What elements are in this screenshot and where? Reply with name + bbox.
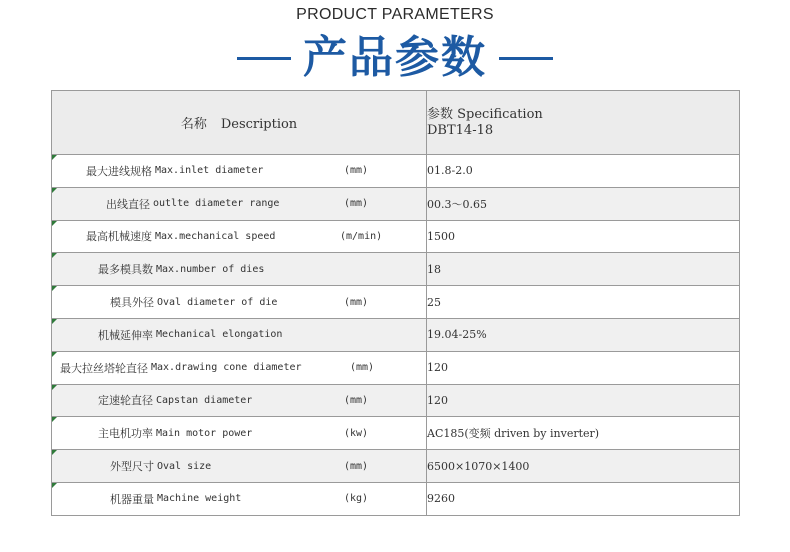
param-label	[98, 319, 282, 351]
param-name-cn: 定速轮直径	[98, 394, 153, 408]
cell-marker	[52, 286, 57, 291]
param-value-cell	[427, 253, 740, 286]
param-label	[110, 450, 211, 482]
title-line-right	[499, 57, 553, 60]
param-value-cell	[427, 450, 740, 483]
param-name-cn: 主电机功率	[98, 427, 153, 441]
param-value-cell	[427, 384, 740, 417]
param-value-cell	[427, 286, 740, 319]
param-unit: (mm)	[344, 460, 369, 472]
param-value-cell	[427, 417, 740, 450]
cell-marker	[52, 155, 57, 160]
param-name-cn: 模具外径	[110, 296, 154, 310]
header-name-en: Description	[220, 117, 298, 132]
header-spec-label: 参数 Specification	[427, 106, 543, 122]
param-label	[60, 352, 302, 384]
param-name-cell	[52, 450, 427, 483]
param-value-cell	[427, 482, 740, 515]
param-label	[86, 221, 275, 253]
page-title: 产品参数	[303, 32, 487, 83]
cell-marker	[52, 221, 57, 226]
param-value-cell	[427, 318, 740, 351]
page-subtitle: PRODUCT PARAMETERS	[296, 6, 494, 23]
param-name-en: Oval diameter of die	[157, 296, 278, 308]
param-unit: (mm)	[350, 362, 375, 374]
table-row	[52, 155, 740, 188]
param-unit: (mm)	[344, 296, 369, 308]
param-name-cell	[52, 417, 427, 450]
header-name-cn: 名称	[180, 117, 207, 132]
param-unit: (kg)	[344, 493, 369, 505]
param-name-cell	[52, 220, 427, 253]
param-value: 120	[427, 361, 448, 375]
table-row	[52, 417, 740, 450]
param-name-cell	[52, 351, 427, 384]
param-name-en: Machine weight	[157, 493, 242, 505]
table-row	[52, 220, 740, 253]
param-name-cell	[52, 318, 427, 351]
param-name-cn: 出线直径	[106, 197, 150, 211]
param-unit: (kw)	[344, 427, 369, 439]
cell-marker	[52, 450, 57, 455]
param-name-cn: 外型尺寸	[110, 460, 154, 474]
param-name-cn: 最大进线规格	[86, 164, 152, 178]
table-row	[52, 482, 740, 515]
param-value-cell	[427, 351, 740, 384]
param-name-cell	[52, 155, 427, 188]
param-value-cell	[427, 187, 740, 220]
param-value: 9260	[427, 492, 455, 506]
table-header-row	[52, 91, 740, 155]
table-row	[52, 384, 740, 417]
header-model: DBT14-18	[427, 122, 494, 138]
param-value: 120	[427, 393, 448, 407]
title-row	[0, 30, 790, 86]
param-value: 01.8-2.0	[427, 164, 473, 178]
param-name-cn: 最多模具数	[98, 263, 153, 277]
cell-marker	[52, 352, 57, 357]
header-description-cell	[52, 91, 427, 155]
param-name-en: Max.mechanical speed	[155, 230, 276, 242]
param-name-en: Max.number of dies	[156, 263, 265, 275]
param-name-en: Main motor power	[156, 427, 253, 439]
param-label	[98, 417, 252, 449]
param-label	[110, 286, 277, 318]
parameters-table	[51, 90, 740, 516]
param-unit: (mm)	[344, 394, 369, 406]
cell-marker	[52, 319, 57, 324]
cell-marker	[52, 417, 57, 422]
param-unit: (mm)	[344, 165, 369, 177]
param-name-cell	[52, 253, 427, 286]
table-row	[52, 253, 740, 286]
param-label	[110, 483, 241, 515]
param-value-cell	[427, 220, 740, 253]
table-row	[52, 286, 740, 319]
param-name-cell	[52, 384, 427, 417]
param-value: 25	[427, 295, 441, 309]
param-name-cell	[52, 187, 427, 220]
param-unit: (m/min)	[340, 230, 383, 242]
param-value: 18	[427, 262, 441, 276]
param-label	[86, 155, 263, 187]
header	[0, 0, 790, 90]
title-line-left	[237, 57, 291, 60]
header-spec-cell	[427, 91, 740, 155]
param-name-en: Capstan diameter	[156, 394, 253, 406]
table-row	[52, 187, 740, 220]
param-name-en: outlte diameter range	[153, 198, 280, 210]
param-label	[98, 253, 264, 285]
table-row	[52, 450, 740, 483]
param-name-cell	[52, 286, 427, 319]
param-unit: (mm)	[344, 198, 369, 210]
cell-marker	[52, 188, 57, 193]
param-name-cn: 机器重量	[110, 492, 154, 506]
param-name-cn: 机械延伸率	[98, 328, 153, 342]
param-label	[98, 385, 252, 417]
param-label	[106, 188, 279, 220]
cell-marker	[52, 253, 57, 258]
param-value-cell	[427, 155, 740, 188]
param-name-en: Oval size	[157, 460, 212, 472]
param-name-cn: 最高机械速度	[86, 230, 152, 244]
table-row	[52, 318, 740, 351]
param-name-cell	[52, 482, 427, 515]
table-row	[52, 351, 740, 384]
param-name-en: Mechanical elongation	[156, 329, 283, 341]
param-value: 19.04-25%	[427, 328, 487, 342]
param-name-cn: 最大拉丝塔轮直径	[60, 361, 148, 375]
cell-marker	[52, 483, 57, 488]
param-value: 6500×1070×1400	[427, 459, 530, 473]
param-value: AC185(变频 driven by inverter)	[427, 427, 600, 441]
param-value: 00.3～0.65	[427, 197, 487, 211]
param-value: 1500	[427, 229, 455, 243]
param-name-en: Max.inlet diameter	[155, 165, 264, 177]
param-name-en: Max.drawing cone diameter	[151, 362, 302, 374]
cell-marker	[52, 385, 57, 390]
